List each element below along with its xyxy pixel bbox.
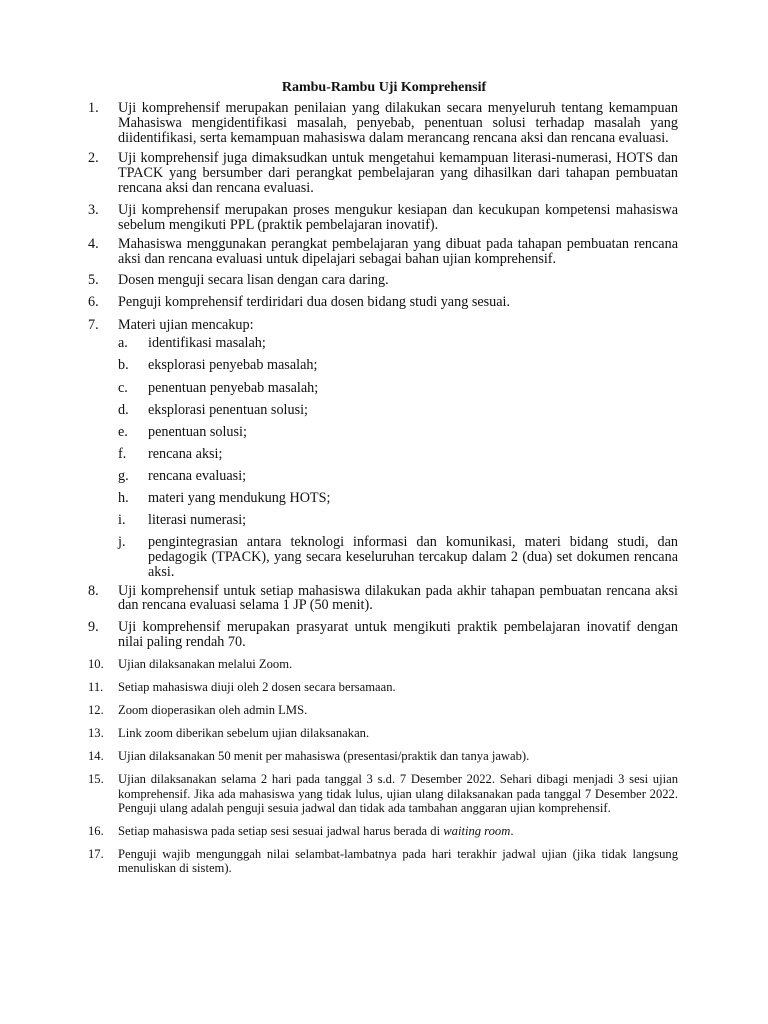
list-item [88, 151, 678, 195]
subitem-letter: c. [118, 379, 128, 396]
item-text: Zoom dioperasikan oleh admin LMS. [118, 702, 308, 717]
item-number: 4. [88, 236, 99, 253]
subitem-letter: e. [118, 423, 128, 440]
item-number: 12. [88, 702, 104, 717]
item-number: 2. [88, 150, 99, 167]
subitem-letter: d. [118, 401, 129, 418]
list-item [88, 657, 678, 672]
list-item [88, 847, 678, 876]
item-number: 3. [88, 201, 99, 218]
item-number: 11. [88, 679, 104, 694]
list-item [88, 237, 678, 267]
subitem-text: penentuan solusi; [148, 423, 247, 440]
list-item [88, 295, 678, 310]
subitem-text: identifikasi masalah; [148, 335, 266, 352]
item-text-after: . [510, 824, 514, 839]
item-text-before: Setiap mahasiswa pada setiap sesi sesuai jadwal harus berada di [118, 824, 444, 839]
item-number: 7. [88, 316, 99, 333]
subitem-text: eksplorasi penyebab masalah; [148, 357, 318, 374]
item-text: Uji komprehensif juga dimaksudkan untuk mengetahui kemampuan literasi-numerasi, HOTS dan TPACK yang bersumber dari perangkat pembelajaran yang dihasilkan dari tahapan pembuatan rencana aksi dan rencana evaluasi. [118, 150, 678, 196]
list-item [88, 749, 678, 764]
item-number: 13. [88, 726, 104, 741]
item-text-italic: waiting room [443, 824, 511, 839]
rules-list [88, 101, 678, 876]
sublist-item [118, 381, 678, 396]
item-text: Uji komprehensif untuk setiap mahasiswa dilakukan pada akhir tahapan pembuatan rencana aksi dan rencana evaluasi selama 1 JP (50 menit). [118, 582, 678, 614]
item-number: 5. [88, 271, 99, 288]
page-title: Rambu-Rambu Uji Komprehensif [281, 80, 487, 95]
item-number: 8. [88, 582, 99, 599]
sublist-item [118, 491, 678, 506]
item-text: Link zoom diberikan sebelum ujian dilaksanakan. [118, 726, 370, 741]
item-number: 17. [88, 846, 104, 861]
subitem-letter: i. [118, 512, 126, 529]
item-text: Mahasiswa menggunakan perangkat pembelajaran yang dibuat pada tahapan pembuatan rencana aksi dan rencana evaluasi untuk dipelajari sebagai bahan ujian komprehensif. [118, 236, 678, 268]
item-number: 1. [88, 100, 99, 116]
subitem-text: eksplorasi penentuan solusi; [148, 401, 308, 418]
subitem-letter: g. [118, 467, 129, 484]
materi-sublist [118, 336, 678, 579]
item-text: Uji komprehensif merupakan prasyarat untuk mengikuti praktik pembelajaran inovatif dengan nilai paling rendah 70. [118, 619, 678, 650]
list-item [88, 726, 678, 741]
item-text: Penguji komprehensif terdiridari dua dosen bidang studi yang sesuai. [118, 294, 511, 311]
list-item [88, 101, 678, 145]
list-item [88, 680, 678, 695]
item-text: Ujian dilaksanakan melalui Zoom. [118, 656, 293, 671]
subitem-letter: j. [118, 534, 126, 551]
sublist-item [118, 403, 678, 418]
item-number: 9. [88, 619, 99, 636]
list-item [88, 203, 678, 233]
item-text: Ujian dilaksanakan 50 menit per mahasiswa (presentasi/praktik dan tanya jawab). [118, 749, 530, 764]
sublist-item [118, 336, 678, 351]
list-item [88, 703, 678, 718]
item-text: Uji komprehensif merupakan penilaian yang dilakukan secara menyeluruh tentang kemampuan Mahasiswa mengidentifikasi masalah, penyebab, penentuan solusi terhadap masalah yang diidentifikasi, serta kemampuan mahasiswa dalam merancang rencana aksi dan rencana evaluasi. [118, 100, 678, 146]
item-text: Penguji wajib mengunggah nilai selambat-lambatnya pada hari terakhir jadwal ujian (jika tidak langsung menuliskan di sistem). [118, 846, 678, 876]
list-item [88, 584, 678, 614]
subitem-letter: b. [118, 357, 129, 374]
sublist-item [118, 425, 678, 440]
list-item [88, 772, 678, 816]
item-text: Materi ujian mencakup: [118, 316, 254, 333]
subitem-letter: f. [118, 445, 127, 462]
subitem-text: materi yang mendukung HOTS; [148, 490, 331, 507]
item-number: 10. [88, 656, 104, 671]
sublist-item [118, 535, 678, 579]
sublist-item [118, 469, 678, 484]
subitem-text: penentuan penyebab masalah; [148, 379, 319, 396]
item-number: 15. [88, 772, 104, 787]
item-text: Ujian dilaksanakan selama 2 hari pada tanggal 3 s.d. 7 Desember 2022. Sehari dibagi menjadi 3 sesi ujian komprehensif. Jika ada mahasiswa yang tidak lulus, ujian ulang dilaksanakan pada tanggal 7 Desember 2022. Penguji ulang adalah penguji sesuia jadwal dan tidak ada tambahan anggaran ujian komprehensif. [118, 772, 678, 816]
sublist-item [118, 358, 678, 373]
sublist-item [118, 447, 678, 462]
subitem-text: pengintegrasian antara teknologi informasi dan komunikasi, materi bidang studi, dan pedagogik (TPACK), yang secara keseluruhan tercakup dalam 2 (dua) set dokumen rencana aksi. [148, 534, 678, 580]
item-number: 16. [88, 824, 104, 839]
list-item [88, 273, 678, 288]
subitem-letter: h. [118, 490, 129, 507]
list-item [88, 620, 678, 650]
item-number: 14. [88, 749, 104, 764]
item-text: Uji komprehensif merupakan proses mengukur kesiapan dan kecukupan kompetensi mahasiswa sebelum mengikuti PPL (praktik pembelajaran inovatif). [118, 201, 678, 233]
list-item [88, 824, 678, 839]
subitem-text: rencana evaluasi; [148, 467, 247, 484]
item-number: 6. [88, 294, 99, 311]
item-text: Dosen menguji secara lisan dengan cara daring. [118, 271, 389, 288]
subitem-text: literasi numerasi; [148, 512, 247, 529]
subitem-letter: a. [118, 335, 128, 352]
list-item [88, 318, 678, 580]
item-text: Setiap mahasiswa diuji oleh 2 dosen secara bersamaan. [118, 679, 396, 694]
sublist-item [118, 513, 678, 528]
subitem-text: rencana aksi; [148, 445, 223, 462]
